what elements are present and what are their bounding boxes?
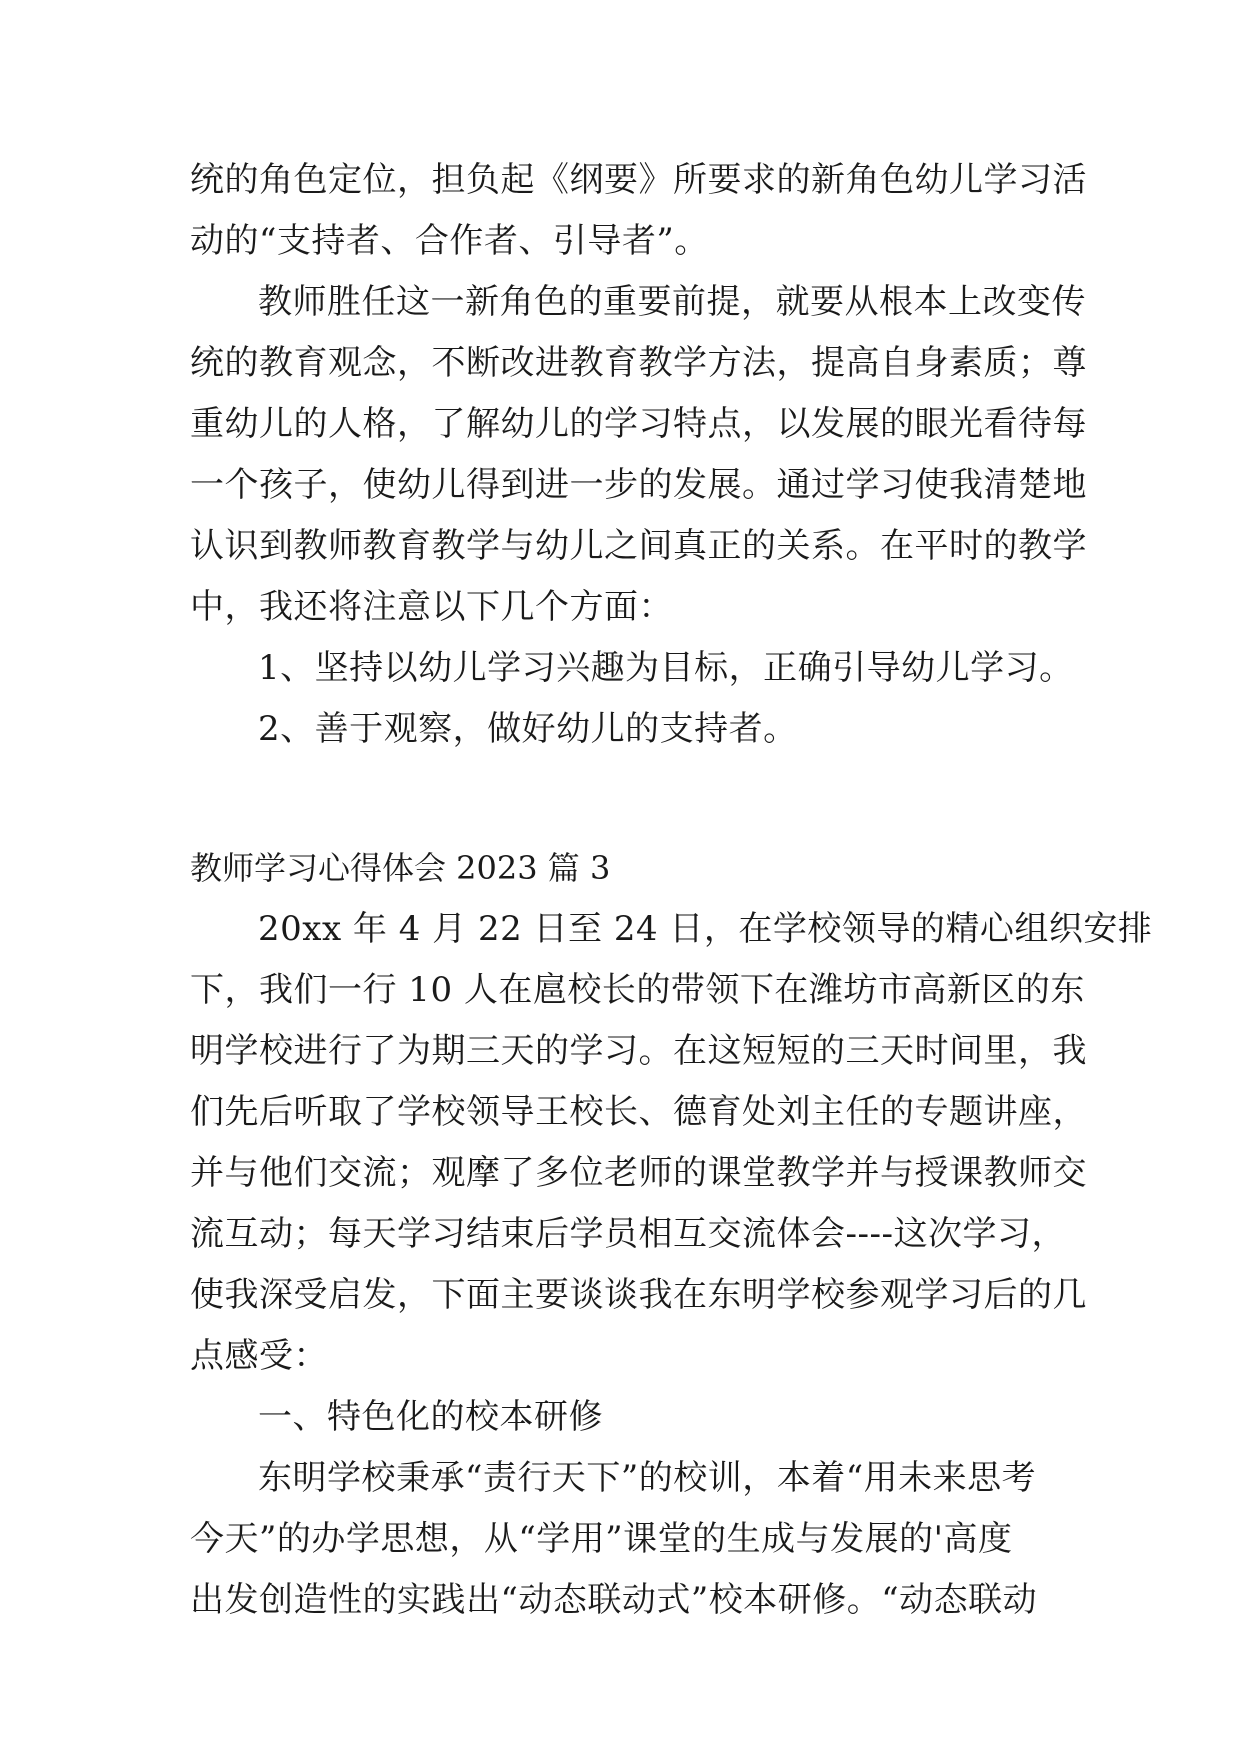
text-line: 今天”的办学思想，从“学用”课堂的生成与发展的'高度 bbox=[190, 1519, 1013, 1559]
text-line: 统的教育观念，不断改进教育教学方法，提高自身素质；尊 bbox=[190, 343, 1087, 383]
text-line: 动的“支持者、合作者、引导者”。 bbox=[190, 221, 709, 261]
list-item: 2、善于观察，做好幼儿的支持者。 bbox=[258, 709, 798, 749]
text-line: 并与他们交流；观摩了多位老师的课堂教学并与授课教师交 bbox=[190, 1153, 1087, 1193]
text-line: 流互动；每天学习结束后学员相互交流体会----这次学习， bbox=[190, 1214, 1066, 1254]
text-line: 一个孩子，使幼儿得到进一步的发展。通过学习使我清楚地 bbox=[190, 465, 1087, 505]
text-line: 重幼儿的人格，了解幼儿的学习特点，以发展的眼光看待每 bbox=[190, 404, 1087, 444]
list-item: 1、坚持以幼儿学习兴趣为目标，正确引导幼儿学习。 bbox=[258, 648, 1074, 688]
text-line: 中，我还将注意以下几个方面： bbox=[190, 587, 673, 627]
text-line: 下，我们一行 10 人在扈校长的带领下在潍坊市高新区的东 bbox=[190, 970, 1085, 1010]
text-line: 认识到教师教育教学与幼儿之间真正的关系。在平时的教学 bbox=[190, 526, 1087, 566]
section-spacer bbox=[190, 760, 1060, 838]
text-line: 明学校进行了为期三天的学习。在这短短的三天时间里，我 bbox=[190, 1031, 1087, 1071]
paragraph-first-line: 20xx 年 4 月 22 日至 24 日，在学校领导的精心组织安排 bbox=[258, 909, 1153, 949]
subheading: 一、特色化的校本研修 bbox=[258, 1397, 603, 1437]
text-line: 点感受： bbox=[190, 1336, 328, 1376]
section-title: 教师学习心得体会 2023 篇 3 bbox=[190, 849, 611, 887]
paragraph-first-line: 东明学校秉承“责行天下”的校训，本着“用未来思考 bbox=[258, 1458, 1037, 1498]
text-line: 们先后听取了学校领导王校长、德育处刘主任的专题讲座， bbox=[190, 1092, 1087, 1132]
text-line: 统的角色定位，担负起《纲要》所要求的新角色幼儿学习活 bbox=[190, 160, 1087, 200]
text-line: 使我深受启发，下面主要谈谈我在东明学校参观学习后的几 bbox=[190, 1275, 1087, 1315]
text-line: 出发创造性的实践出“动态联动式”校本研修。“动态联动 bbox=[190, 1580, 1038, 1620]
document-page bbox=[190, 150, 1153, 1631]
paragraph-first-line: 教师胜任这一新角色的重要前提，就要从根本上改变传 bbox=[258, 282, 1086, 322]
